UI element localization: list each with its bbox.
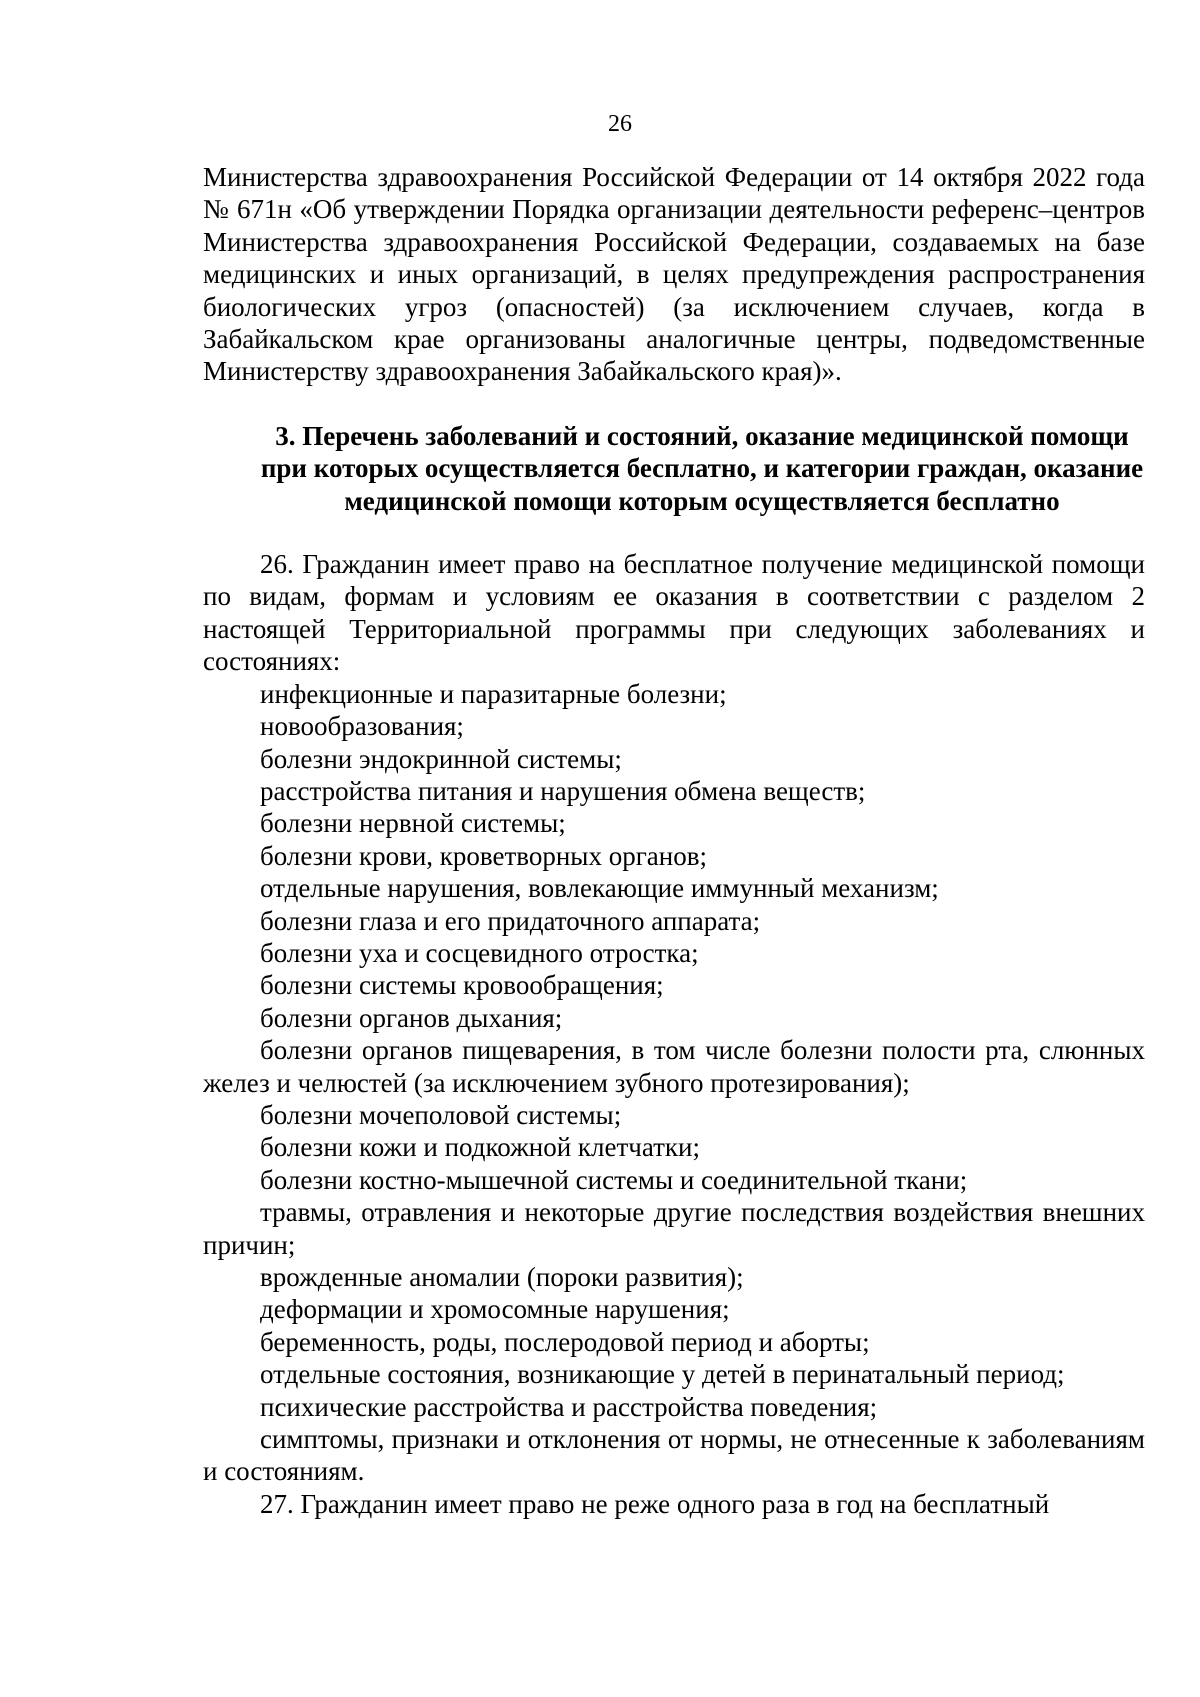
paragraph-27: 27. Гражданин имеет право не реже одного раза в год на бесплатный: [260, 1488, 1050, 1519]
list-item: болезни нервной системы;: [260, 808, 566, 839]
list-item: отдельные нарушения, вовлекающие иммунный механизм;: [260, 873, 939, 904]
list-item: новообразования;: [260, 711, 464, 742]
list-item: болезни костно-мышечной системы и соединительной ткани;: [260, 1164, 968, 1195]
list-item: болезни глаза и его придаточного аппарата;: [260, 905, 761, 936]
list-item: симптомы, признаки и отклонения от нормы, не отнесенные к заболеваниям и состояниям.: [203, 1424, 1145, 1487]
section-heading: 3. Перечень заболеваний и состояний, оказание медицинской помощи при которых осуществляется бесплатно, и категории граждан, оказание медицинской помощи которым осуществляется бесплатно: [260, 420, 1144, 516]
page-content: [203, 161, 1145, 1520]
intro-paragraph: Министерства здравоохранения Российской Федерации от 14 октября 2022 года № 671н «Об утверждении Порядка организации деятельности референс–центров Министерства здравоохранения Российской Федерации, создаваемых на базе медицинских и иных организаций, в целях предупреждения распространения биологических угроз (опасностей) (за исключением случаев, когда в Забайкальском крае организованы аналогичные центры, подведомственные Министерству здравоохранения Забайкальского края)».: [203, 162, 1145, 387]
list-item: инфекционные и паразитарные болезни;: [260, 678, 727, 709]
list-item: врожденные аномалии (пороки развития);: [260, 1262, 744, 1292]
page-number: 26: [608, 111, 632, 137]
list-item: болезни крови, кроветворных органов;: [260, 840, 707, 871]
paragraph-26: 26. Гражданин имеет право на бесплатное получение медицинской помощи по видам, формам и условиям ее оказания в соответствии с разделом 2 настоящей Территориальной программы при следующих заболеваниях и состояниях:: [203, 549, 1145, 677]
list-item: болезни органов дыхания;: [260, 1002, 563, 1033]
list-item: психические расстройства и расстройства поведения;: [260, 1391, 878, 1422]
list-item: беременность, роды, послеродовой период и аборты;: [260, 1326, 870, 1357]
list-item: болезни органов пищеварения, в том числе болезни полости рта, слюнных желез и челюстей (за исключением зубного протезирования);: [203, 1035, 1145, 1098]
list-item: отдельные состояния, возникающие у детей в перинатальный период;: [260, 1359, 1065, 1390]
list-item: болезни мочеполовой системы;: [260, 1099, 622, 1130]
conditions-list: [203, 678, 1145, 1488]
list-item: болезни уха и сосцевидного отростка;: [260, 937, 699, 968]
list-item: расстройства питания и нарушения обмена веществ;: [260, 775, 866, 806]
list-item: болезни системы кровообращения;: [260, 970, 664, 1001]
list-item: болезни кожи и подкожной клетчатки;: [260, 1132, 701, 1163]
list-item: болезни эндокринной системы;: [260, 743, 622, 774]
list-item: травмы, отравления и некоторые другие последствия воздействия внешних причин;: [203, 1197, 1145, 1260]
list-item: деформации и хромосомные нарушения;: [260, 1294, 730, 1325]
